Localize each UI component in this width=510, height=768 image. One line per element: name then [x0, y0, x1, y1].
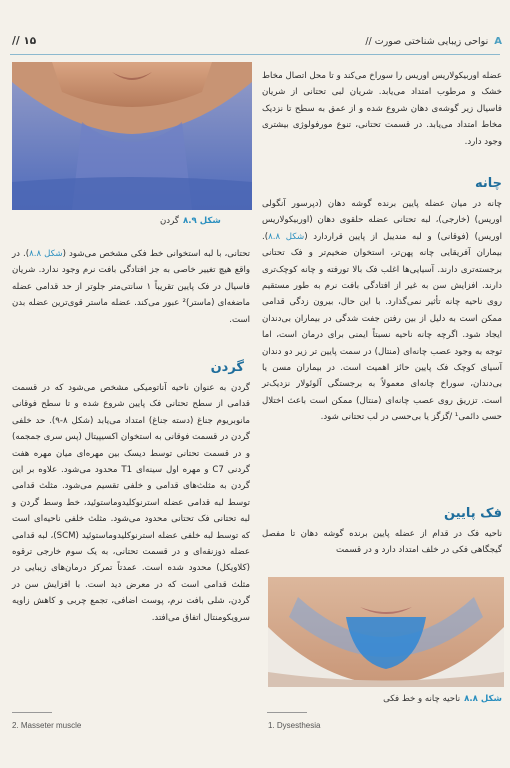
intro-paragraph: عضله اوربیکولاریس اوریس را سوراخ می‌کند و تا محل اتصال مخاط خشک و مرطوب امتداد می‌یابد. شریان لبی تحتانی از شریان فاسیال زیر گوشه‌ی دهان شروع شده و از عمق به سطح تا نزدیک مخاط امتداد می‌یابد. در قسمت تحتانی، تنوع مورفولوژی بیشتری وجود دارد.	[262, 71, 502, 147]
chin-figure-ref: شکل ۸.۸	[268, 231, 305, 242]
neck-illustration	[12, 62, 252, 210]
chin-end: ). بیماران آفریقایی چانه پهن‌تر، استخوان ضخیم‌تر و فک تحتانی برجسته‌تری دارند. آسیایی‌ها اغلب فک بالا تورفته و چانه کوچک‌تری دارند. افزایش سن به غیر از افتادگی بافت نرم به طور مستقیم روی ناحیه چانه تأثیر نمی‌گذارد. با این حال، بیرون زدگی قدامی ممکن است به دلیل از بین رفتن جفت شدگی در بیماران بی‌دندان ایجاد شود. اگرچه چانه ناحیه نسبتاً ایمنی برای درمان است، اما توجه به وجود عصب چانه‌ای (منتال) در سمت پایین تر زیر دو دندان آسیای کوچک فک پایین حائز اهمیت است. در بیماران مسن یا بی‌دندان، سوراخ چانه‌ای معمولاً به برجستگی آلوئولار نزدیک‌تر است. تزریق روی عصب چانه‌ای (منتال) ممکن است باعث اختلال حسی دائمی¹ /گزگز یا بی‌حسی در لب تحتانی شود.	[262, 231, 502, 423]
jaw-cont-start: تحتانی، با لبه استخوانی خط فکی مشخص می‌شود (	[62, 249, 251, 259]
left-footnote: 2. Masseter muscle	[12, 721, 82, 730]
jaw-cont-end: ). در واقع هیچ تغییر خاصی به جز افتادگی بافت نرم وجود ندارد. شریان فاسیال در فک پایین تقریباً ۱ سانتی‌متر جلوتر از حد قدامی عضله ماضغه‌ای (ماستر)² عبور می‌کند. عضله ماستر قوی‌ترین عضله بدن است.	[12, 249, 250, 325]
chin-heading: چانه	[474, 176, 502, 191]
chin-illustration	[268, 577, 504, 687]
jaw-continuation	[12, 246, 250, 328]
figure-8-9-text: گردن	[160, 216, 179, 226]
running-head-title: نواحی زیبایی شناختی صورت //	[365, 36, 489, 47]
jaw-heading: فک پایین	[444, 506, 502, 521]
page-header	[0, 36, 510, 54]
jaw-paragraph: ناحیه فک در قدام از عضله پایین برنده گوشه دهان تا مفصل گیجگاهی فکی در خلف امتداد دارد و در قسمت	[262, 529, 502, 556]
neck-heading: گردن	[210, 360, 244, 375]
neck-figure	[12, 62, 252, 210]
section-badge: A	[494, 36, 502, 47]
jaw-section	[262, 526, 502, 559]
figure-8-9-label: شکل ۸.۹	[182, 216, 221, 226]
chin-paragraph	[262, 196, 502, 426]
intro-section	[262, 68, 502, 150]
chin-start: چانه در میان عضله پایین برنده گوشه دهان (دپرسور آنگولی اوریس) (خارجی)، لبه تحتانی عضله حلقوی دهان (اوربیکولاریس اوریس) (فوقانی) و لبه مندیبل از پایین قراردارد (	[262, 199, 503, 242]
figure-8-8-label: شکل ۸.۸	[464, 694, 502, 704]
neck-paragraph: گردن به عنوان ناحیه آناتومیکی مشخص می‌شود که در قسمت قدامی از سطح تحتانی فک پایین شروع شده و تا سطح فوقانی مانوبریوم جناغ (دسته جناغ) امتداد می‌یابد (شکل ۸-۹). حد خلفی گردن در قسمت فوقانی به استخوان اکسیپیتال (پس سری جمجمه) و در قسمت تحتانی توسط دیسک بین مهره‌ای میان مهره هفت گردنی C7 و مهره اول سینه‌ای T1 محدود می‌شود. علاوه بر این گردن به مثلث‌های قدامی و خلفی تقسیم می‌شود. مثلث قدامی توسط لبه قدامی عضله استرنوکلیدوماستوئید، خط وسط گردن و لبه تحتانی فک تحتانی محدود می‌شود. مثلث خلفی ناحیه‌ای است که توسط لبه خلفی عضله استرنوکلیدوماستوئید (SCM)، لبه قدامی عضله ذوزنقه‌ای و در قسمت تحتانی، به یک سوم خارجی ترقوه (کلاویکل) محدود شده است. عمدتاً تمرکز درمان‌های زیبایی در مثلث قدامی است که در معرض دید است. با افزایش سن در گردن، شلی بافت نرم، پوست اضافی، تجمع چربی و کاهش زاویه سرویکومنتال اتفاق می‌افتد.	[12, 383, 251, 623]
figure-8-8-caption	[383, 694, 502, 704]
neck-section	[12, 380, 250, 626]
chin-section	[262, 196, 502, 426]
right-footnote-rule	[267, 712, 307, 713]
jaw-figure-ref: شکل ۸.۸	[29, 249, 63, 259]
left-footnote-rule	[12, 712, 52, 713]
header-rule	[10, 54, 500, 55]
running-head	[365, 36, 502, 47]
figure-8-9-caption	[160, 216, 221, 226]
chin-figure	[268, 577, 504, 687]
figure-8-8-text: ناحیه چانه و خط فکی	[383, 694, 461, 704]
page-number: ۱۵ //	[12, 35, 37, 47]
jaw-continuation-paragraph	[12, 246, 250, 328]
right-footnote: 1. Dysesthesia	[268, 721, 321, 730]
